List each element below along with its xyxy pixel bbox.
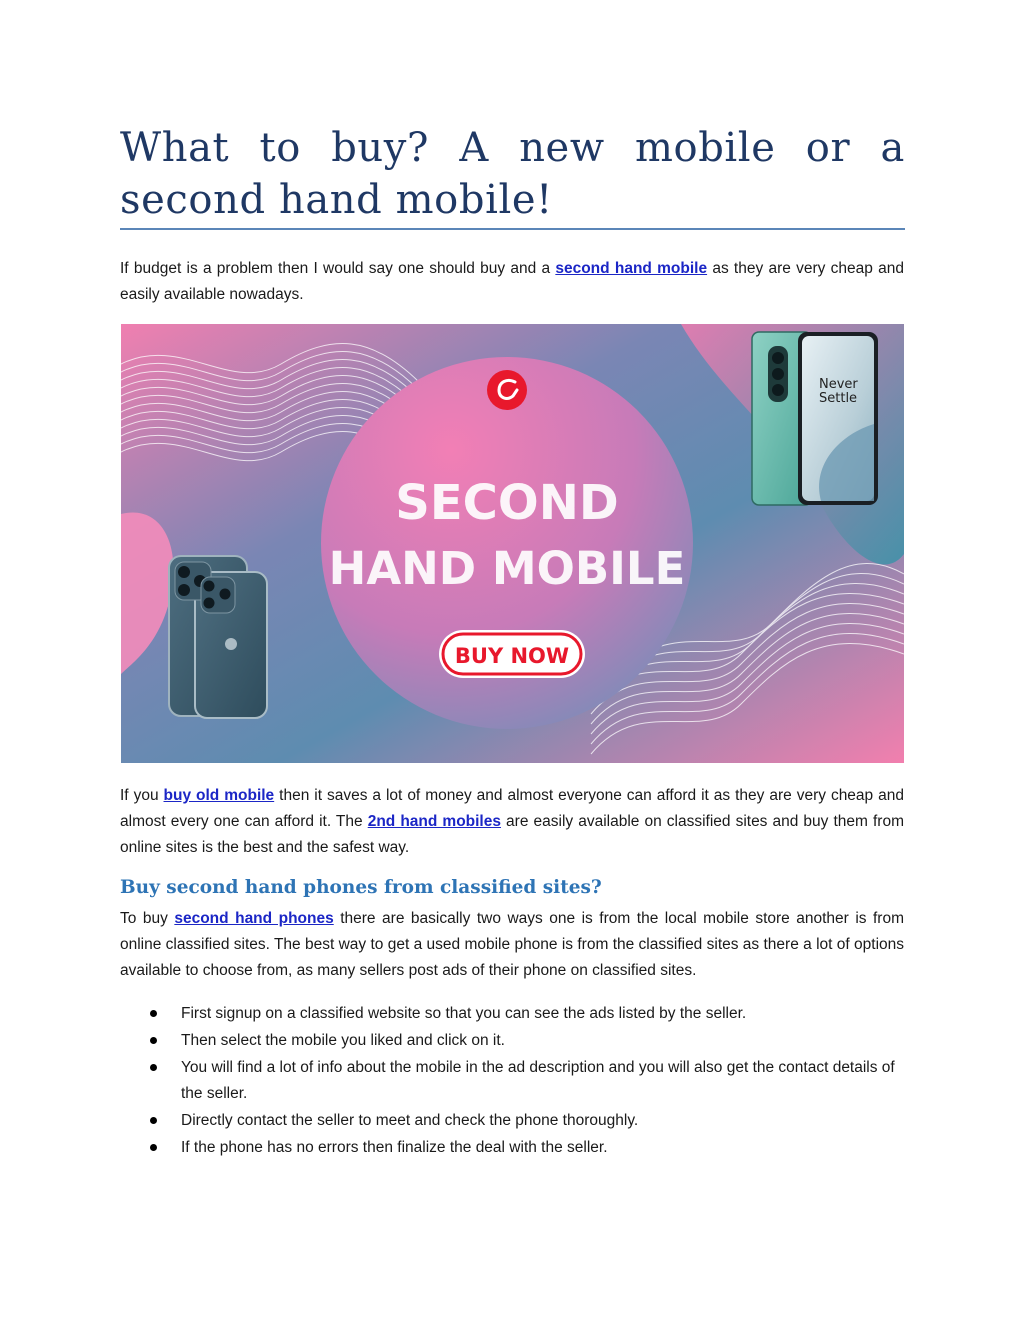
title-divider — [120, 228, 905, 230]
iphone-image — [169, 556, 267, 718]
para2-text-1: If you — [120, 787, 164, 804]
list-item-text: First signup on a classified website so that you can see the ads listed by the seller. — [181, 1005, 747, 1022]
section-heading: Buy second hand phones from classified sites? — [120, 877, 602, 898]
list-item-text: If the phone has no errors then finalize the deal with the seller. — [181, 1139, 608, 1156]
2nd-hand-mobiles-link[interactable]: 2nd hand mobiles — [367, 813, 501, 830]
list-item — [150, 1028, 906, 1054]
svg-text:Never: Never — [819, 377, 858, 392]
list-item-text: Directly contact the seller to meet and check the phone thoroughly. — [181, 1112, 639, 1129]
steps-list — [150, 1001, 906, 1162]
list-item-text: Then select the mobile you liked and click on it. — [181, 1032, 505, 1049]
list-item — [150, 1001, 906, 1027]
buy-old-mobile-link[interactable]: buy old mobile — [163, 787, 275, 804]
bullet-icon — [150, 1064, 157, 1071]
brand-logo-icon — [487, 370, 527, 410]
bullet-icon — [150, 1010, 157, 1017]
list-item — [150, 1055, 906, 1107]
oneplus-phone-image — [752, 332, 878, 505]
para2-text-2: then it saves a lot of money and almost everyone can afford it as they are very cheap and almost every one can afford it. The — [120, 787, 904, 830]
bullet-icon — [150, 1037, 157, 1044]
intro-paragraph — [120, 256, 904, 308]
classified-sites-paragraph — [120, 906, 904, 984]
promo-banner-image — [121, 324, 904, 763]
banner-headline-line1: SECOND — [395, 475, 619, 531]
para2-text-3: are easily available on classified sites and buy them from online sites is the best and the safest way. — [120, 813, 904, 856]
intro-text-before: If budget is a problem then I would say one should buy and a — [120, 260, 556, 277]
intro-text-after: as they are very cheap and easily available nowadays. — [120, 260, 904, 303]
buy-old-mobile-paragraph — [120, 783, 904, 861]
banner-headline-line2: HAND MOBILE — [328, 542, 686, 595]
para3-text-1: To buy — [120, 910, 175, 927]
svg-text:BUY NOW: BUY NOW — [454, 644, 570, 668]
page-title: What to buy? A new mobile or a second hand mobile! — [120, 125, 905, 223]
second-hand-phones-link[interactable]: second hand phones — [174, 910, 334, 927]
list-item-text: You will find a lot of info about the mobile in the ad description and you will also get the contact details of the seller. — [181, 1059, 895, 1102]
list-item — [150, 1135, 906, 1161]
bullet-icon — [150, 1144, 157, 1151]
list-item — [150, 1108, 906, 1134]
para3-text-2: there are basically two ways one is from the local mobile store another is from online classified sites. The best way to get a used mobile phone is from the classified sites as there a lot of options available to choose from, as many sellers post ads of their phone on classified sites. — [120, 910, 905, 979]
svg-text:Settle: Settle — [819, 391, 858, 406]
second-hand-mobile-link[interactable]: second hand mobile — [555, 260, 708, 277]
bullet-icon — [150, 1117, 157, 1124]
buy-now-button[interactable] — [439, 630, 585, 678]
